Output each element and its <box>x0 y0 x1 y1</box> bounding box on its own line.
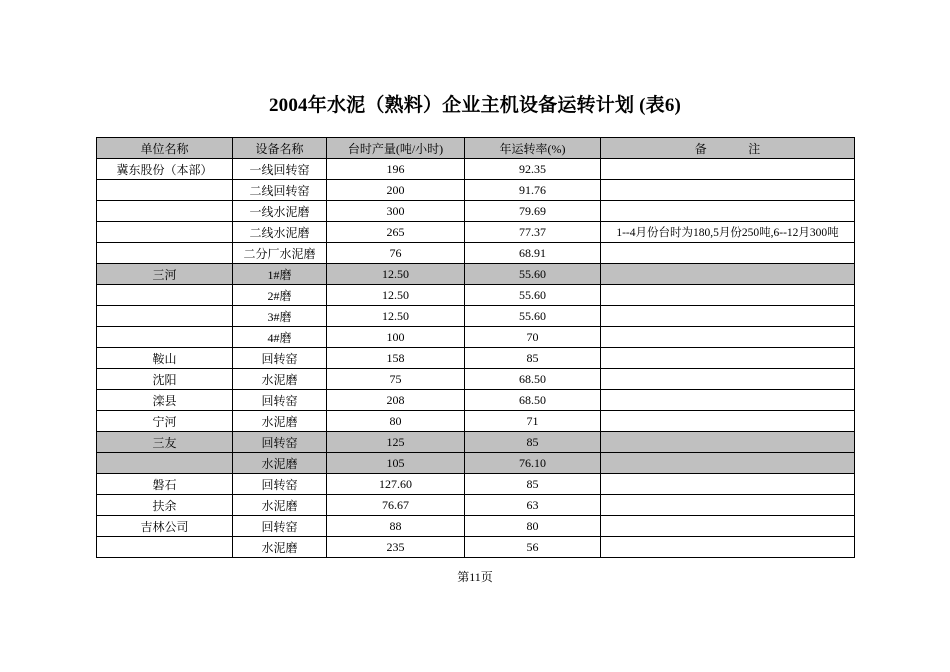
cell-equipment: 水泥磨 <box>233 453 327 474</box>
cell-equipment: 回转窑 <box>233 348 327 369</box>
table-row <box>97 159 855 180</box>
table-header-row <box>97 138 855 159</box>
cell-equipment: 一线回转窑 <box>233 159 327 180</box>
cell-output: 12.50 <box>327 285 465 306</box>
cell-equipment: 4#磨 <box>233 327 327 348</box>
cell-note <box>601 243 855 264</box>
cell-equipment: 2#磨 <box>233 285 327 306</box>
table-row <box>97 537 855 558</box>
cell-note <box>601 495 855 516</box>
cell-equipment: 回转窑 <box>233 390 327 411</box>
cell-equipment: 二分厂水泥磨 <box>233 243 327 264</box>
cell-rate: 85 <box>465 474 601 495</box>
cell-output: 12.50 <box>327 306 465 327</box>
cell-equipment: 水泥磨 <box>233 495 327 516</box>
cell-equipment: 水泥磨 <box>233 411 327 432</box>
header-output: 台时产量(吨/小时) <box>327 138 465 159</box>
cell-output: 235 <box>327 537 465 558</box>
cell-equipment: 回转窑 <box>233 474 327 495</box>
cell-rate: 63 <box>465 495 601 516</box>
cell-note <box>601 348 855 369</box>
cell-unit: 滦县 <box>97 390 233 411</box>
cell-output: 76.67 <box>327 495 465 516</box>
table-row <box>97 327 855 348</box>
cell-equipment: 3#磨 <box>233 306 327 327</box>
cell-output: 80 <box>327 411 465 432</box>
page-title: 2004年水泥（熟料）企业主机设备运转计划 (表6) <box>268 95 682 116</box>
cell-output: 158 <box>327 348 465 369</box>
cell-output: 300 <box>327 201 465 222</box>
cell-output: 265 <box>327 222 465 243</box>
cell-unit <box>97 453 233 474</box>
cell-unit <box>97 537 233 558</box>
cell-rate: 68.91 <box>465 243 601 264</box>
table-row <box>97 495 855 516</box>
cell-rate: 76.10 <box>465 453 601 474</box>
cell-rate: 79.69 <box>465 201 601 222</box>
cell-output: 12.50 <box>327 264 465 285</box>
cell-note <box>601 306 855 327</box>
cell-unit: 冀东股份（本部） <box>97 159 233 180</box>
table-row <box>97 222 855 243</box>
cell-note <box>601 411 855 432</box>
cell-unit <box>97 201 233 222</box>
cell-note <box>601 537 855 558</box>
cell-output: 125 <box>327 432 465 453</box>
equipment-table <box>96 137 855 558</box>
cell-unit <box>97 327 233 348</box>
cell-output: 76 <box>327 243 465 264</box>
table-row <box>97 369 855 390</box>
page-number: 第11页 <box>457 570 493 584</box>
cell-unit: 三河 <box>97 264 233 285</box>
cell-equipment: 二线水泥磨 <box>233 222 327 243</box>
table-row <box>97 348 855 369</box>
table-row <box>97 390 855 411</box>
cell-note: 1--4月份台时为180,5月份250吨,6--12月300吨 <box>601 222 855 243</box>
cell-unit <box>97 285 233 306</box>
table-row <box>97 453 855 474</box>
cell-equipment: 回转窑 <box>233 432 327 453</box>
header-note <box>601 138 855 159</box>
cell-note <box>601 327 855 348</box>
cell-unit <box>97 306 233 327</box>
table-row <box>97 516 855 537</box>
table-row <box>97 285 855 306</box>
cell-output: 127.60 <box>327 474 465 495</box>
cell-output: 105 <box>327 453 465 474</box>
cell-unit <box>97 243 233 264</box>
cell-unit: 磐石 <box>97 474 233 495</box>
cell-output: 88 <box>327 516 465 537</box>
cell-equipment: 二线回转窑 <box>233 180 327 201</box>
cell-equipment: 水泥磨 <box>233 537 327 558</box>
table-row <box>97 411 855 432</box>
cell-note <box>601 453 855 474</box>
cell-rate: 80 <box>465 516 601 537</box>
cell-note <box>601 285 855 306</box>
header-rate: 年运转率(%) <box>465 138 601 159</box>
cell-rate: 85 <box>465 348 601 369</box>
cell-output: 200 <box>327 180 465 201</box>
cell-equipment: 回转窑 <box>233 516 327 537</box>
cell-rate: 68.50 <box>465 390 601 411</box>
cell-output: 75 <box>327 369 465 390</box>
cell-equipment: 水泥磨 <box>233 369 327 390</box>
cell-rate: 70 <box>465 327 601 348</box>
cell-rate: 68.50 <box>465 369 601 390</box>
cell-rate: 55.60 <box>465 264 601 285</box>
cell-note <box>601 201 855 222</box>
cell-rate: 77.37 <box>465 222 601 243</box>
cell-output: 196 <box>327 159 465 180</box>
cell-rate: 91.76 <box>465 180 601 201</box>
header-equipment: 设备名称 <box>233 138 327 159</box>
cell-unit: 宁河 <box>97 411 233 432</box>
cell-note <box>601 390 855 411</box>
cell-unit: 扶余 <box>97 495 233 516</box>
table-row <box>97 306 855 327</box>
cell-equipment: 一线水泥磨 <box>233 201 327 222</box>
cell-unit <box>97 180 233 201</box>
cell-note <box>601 159 855 180</box>
cell-rate: 71 <box>465 411 601 432</box>
table-row <box>97 474 855 495</box>
cell-unit: 吉林公司 <box>97 516 233 537</box>
cell-note <box>601 474 855 495</box>
cell-rate: 92.35 <box>465 159 601 180</box>
table-row <box>97 180 855 201</box>
cell-note <box>601 264 855 285</box>
cell-rate: 55.60 <box>465 306 601 327</box>
cell-note <box>601 516 855 537</box>
cell-note <box>601 369 855 390</box>
table-row <box>97 264 855 285</box>
cell-output: 208 <box>327 390 465 411</box>
cell-unit: 三友 <box>97 432 233 453</box>
cell-unit: 沈阳 <box>97 369 233 390</box>
table-row <box>97 201 855 222</box>
table-row <box>97 432 855 453</box>
header-note-a: 备 <box>694 141 707 156</box>
cell-output: 100 <box>327 327 465 348</box>
cell-rate: 56 <box>465 537 601 558</box>
cell-unit: 鞍山 <box>97 348 233 369</box>
table-row <box>97 243 855 264</box>
header-note-b: 注 <box>748 141 761 156</box>
cell-unit <box>97 222 233 243</box>
header-unit: 单位名称 <box>97 138 233 159</box>
cell-rate: 85 <box>465 432 601 453</box>
cell-equipment: 1#磨 <box>233 264 327 285</box>
cell-rate: 55.60 <box>465 285 601 306</box>
cell-note <box>601 432 855 453</box>
cell-note <box>601 180 855 201</box>
